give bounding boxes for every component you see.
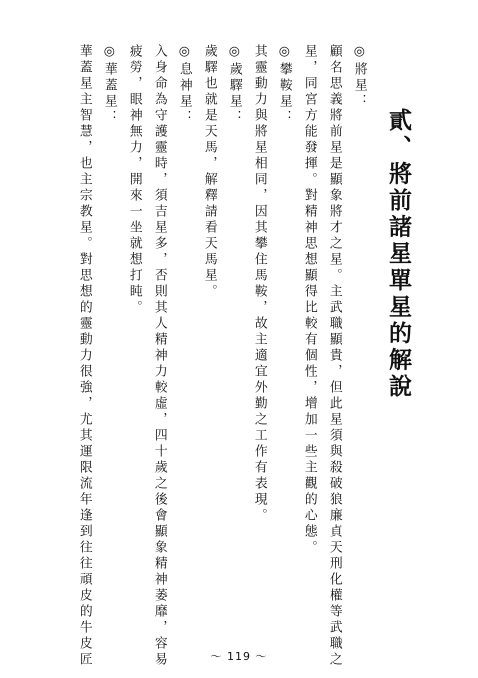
body-column: 顧名思義將前星是顯象將才之星。主武職顯貴，但此星須與殺破狼廉貞天刑化權等武職之: [326, 44, 342, 668]
body-column: 華蓋星主智慧，也主宗教星。對思想的靈動力很強，尤其運限流年逢到往往頑皮的牛皮匠: [76, 44, 92, 668]
subheading-pan-an-xing: ◎攀鞍星：: [276, 44, 292, 127]
body-column: 星，同宮方能發揮。對精神思想顯得比較有個性，增加一些主觀的心態。: [301, 44, 317, 556]
subheading-xi-shen-xing: ◎息神星：: [176, 44, 192, 127]
body-column: 歲驛也就是天馬，解釋請看天馬星。: [201, 44, 217, 300]
body-column: 疲勞，眼神無力，開來一坐就想打盹。: [126, 44, 142, 316]
body-column: 入身命為守護靈時，須吉星多，否則其人精神力較虛，四十歲之後會顯象精神萎靡，容易: [151, 44, 167, 668]
section-heading: 貳、將前諸星單星的解說: [385, 108, 411, 401]
body-column: 其靈動力與將星相同，因其攀住馬鞍，故主適宜外勤之工作有表現。: [251, 44, 267, 524]
subheading-hua-gai-xing: ◎華蓋星：: [101, 44, 117, 127]
subheading-sui-yi-xing: ◎歲驛星：: [226, 44, 242, 127]
page-number: ～ 119 ～: [210, 650, 268, 663]
subheading-jiang-xing: ◎將星：: [351, 44, 367, 111]
